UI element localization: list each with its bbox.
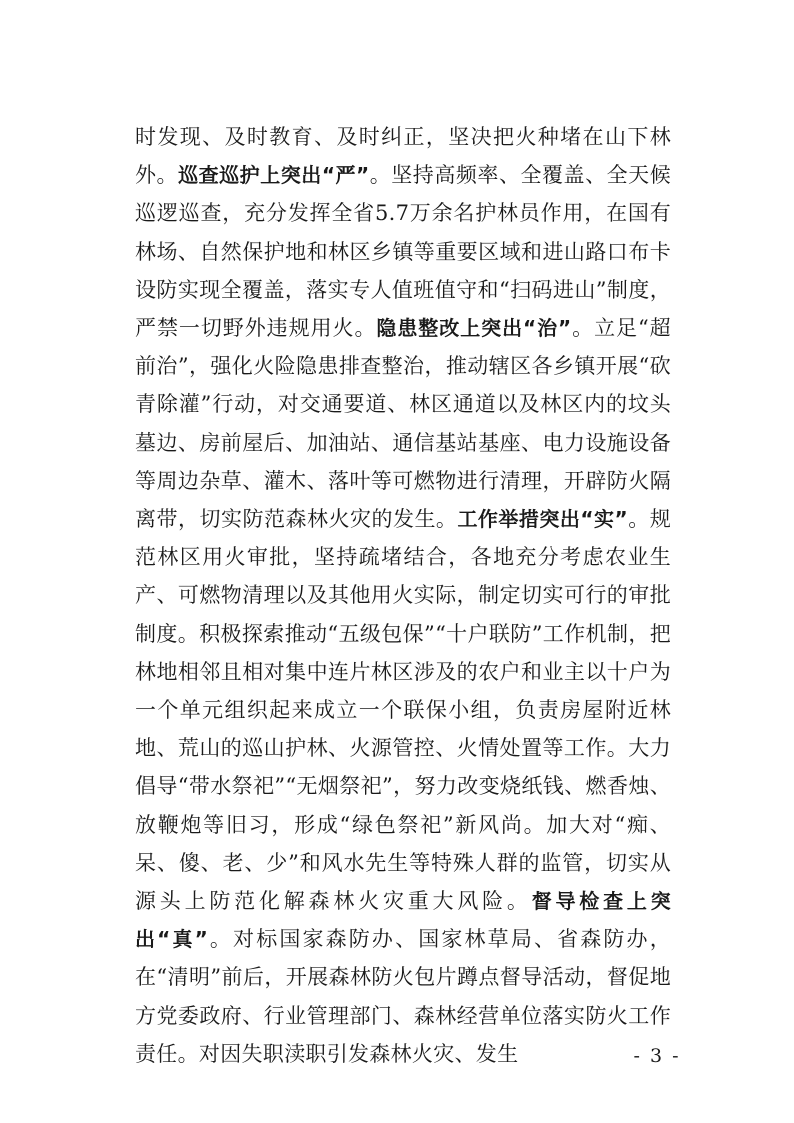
- text-segment: 。立足“超前治”，强化火险隐患排查整治，推动辖区各乡镇开展“砍青除灌”行动，对交通要道、林区通道以及林区内的坟头墓边、房前屋后、加油站、通信基站基座、电力设施设备等周边杂草、灌木、落叶等可燃物进行清理，开辟防火隔离带，切实防范森林火灾的发生。: [135, 316, 671, 532]
- body-paragraph: [135, 118, 671, 1073]
- section-heading-inspection: 督导检查上突出“真”: [135, 889, 671, 952]
- text-segment: 。对标国家森防办、国家林草局、省森防办，在“清明”前后，开展森林防火包片蹲点督导活动，督促地方党委政府、行业管理部门、森林经营单位落实防火工作责任。对因失职渎职引发森林火灾、发生: [135, 927, 672, 1066]
- page-number: - 3 -: [633, 1045, 681, 1067]
- section-heading-patrol: 巡查巡护上突出“严”: [178, 163, 370, 188]
- section-heading-hazard: 隐患整改上突出“治”: [376, 316, 572, 341]
- section-heading-measures: 工作举措突出“实”: [457, 507, 628, 532]
- text-segment: 。坚持高频率、全覆盖、全天候巡逻巡查，充分发挥全省5.7万余名护林员作用，在国有林场、自然保护地和林区乡镇等重要区域和进山路口布卡设防实现全覆盖，落实专人值班值守和“扫码进山”制度，严禁一切野外违规用火。: [135, 163, 671, 341]
- text-segment: 时发现、及时教育、及时纠正，坚决把火种堵在山下林外。: [135, 125, 671, 188]
- text-segment: 。规范林区用火审批，坚持疏堵结合，各地充分考虑农业生产、可燃物清理以及其他用火实际，制定切实可行的审批制度。积极探索推动“五级包保”“十户联防”工作机制，把林地相邻且相对集中连片林区涉及的农户和业主以十户为一个单元组织起来成立一个联保小组，负责房屋附近林地、荒山的巡山护林、火源管控、火情处置等工作。大力倡导“带水祭祀”“无烟祭祀”，努力改变烧纸钱、燃香烛、放鞭炮等旧习，形成“绿色祭祀”新风尚。加大对“痴、呆、傻、老、少”和风水先生等特殊人群的监管，切实从源头上防范化解森林火灾重大风险。: [135, 507, 671, 914]
